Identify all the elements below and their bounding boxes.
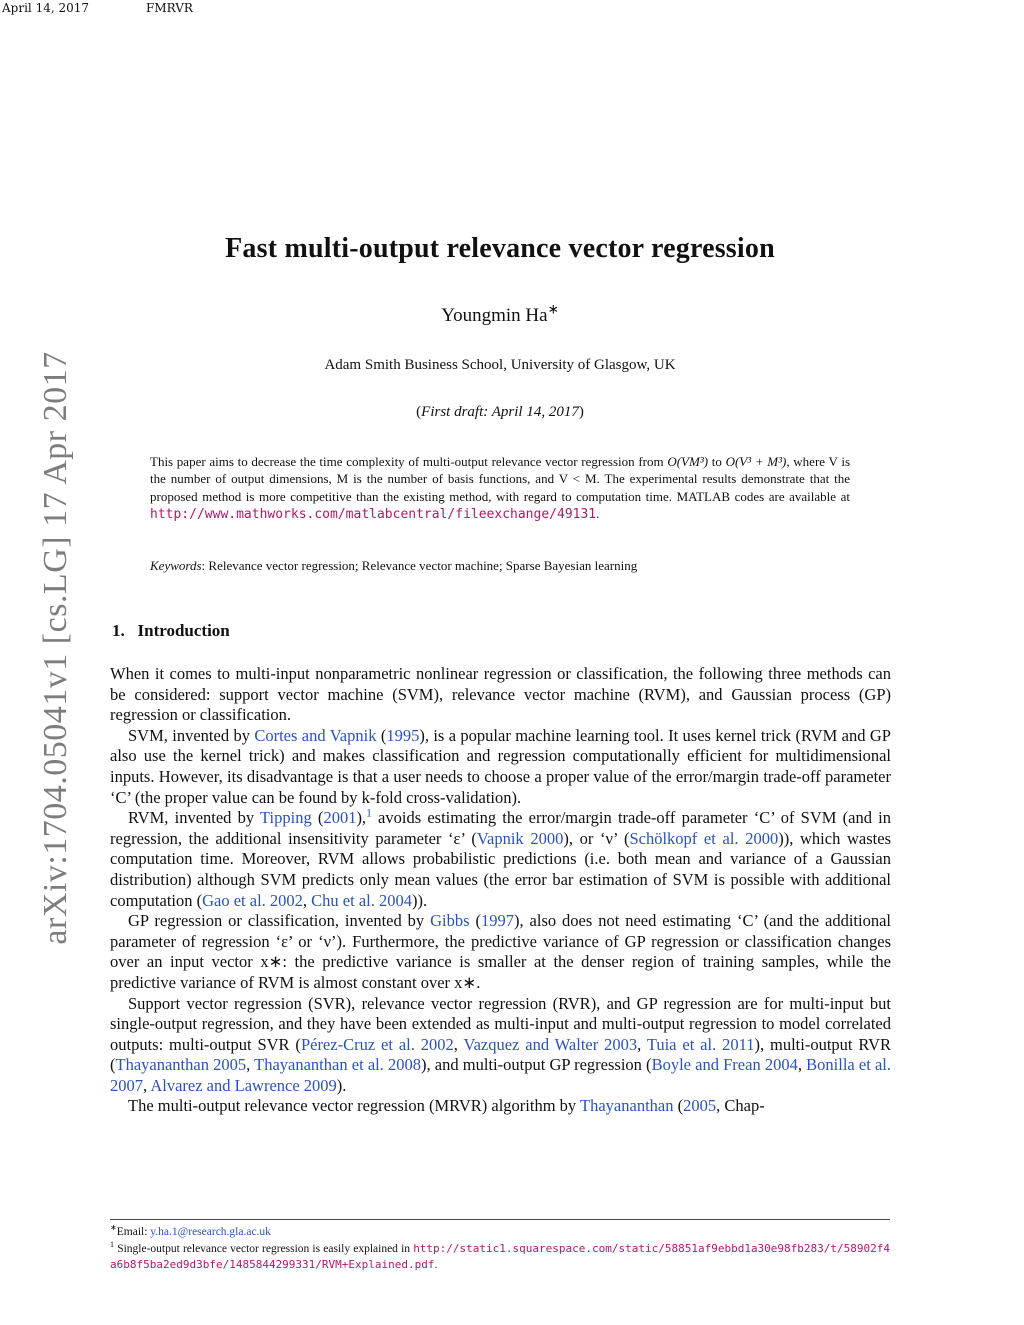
section-number: 1.: [112, 621, 125, 640]
cite-tipping[interactable]: Tipping: [260, 808, 312, 828]
abstract-text-c: , where V is the number of output dimensions, M is the number of basis functions, and V < M. The experimental results demonstrate that the proposed method is more competitive than the existing method, with regard to computation time. MATLAB codes are available at: [150, 454, 851, 504]
footnote-ref-1[interactable]: 1: [366, 807, 372, 820]
paragraph-5: Support vector regression (SVR), relevance vector regression (RVR), and GP regression are for multi-input but single-output regression, and they have been extended as multi-input and multi-output regression to model correlated outputs: multi-output SVR (Pérez-Cruz et al. 2002, Vazquez and Walter 2003, Tuia et al. 2011), multi-output RVR (Thayananthan 2005, Thayananthan et al. 2008), and multi-output GP regression (Boyle and Frean 2004, Bonilla et al. 2007, Alvarez and Lawrence 2009).: [110, 993, 892, 1095]
draft-note: (First draft: April 14, 2017): [416, 404, 584, 420]
cite-boyle-frean-2004[interactable]: Boyle and Frean 2004: [651, 1055, 798, 1075]
paragraph-3: RVM, invented by Tipping (2001),$^1$ avoids estimating the error/margin trade-off parameter ‘C’ of SVM (and in regression, the additional insensitivity parameter ‘ε’ (Vapnik 2000), or ‘ν’ (Schölkopf et al. 2000)), which wastes computation time. Moreover, RVM allows probabilistic predictions (i.e. both mean and variance of a Gaussian distribution) although SVM predicts only mean values (the error bar estimation of SVM is possible with additional computation (Gao et al. 2002, Chu et al. 2004)).: [110, 807, 891, 910]
email-link[interactable]: y.ha.1@research.gla.ac.uk: [150, 1226, 271, 1238]
cite-bonilla-2007[interactable]: Bonilla et al. 2007: [110, 1055, 892, 1095]
abstract: [150, 453, 850, 524]
header-short-title: FMRVR: [146, 1, 193, 15]
paragraph-4: GP regression or classification, invented by Gibbs (1997), also does not need estimating ‘C’ (and the additional parameter of regression ‘ε’ or ‘ν’). Furthermore, the predictive variance of GP regression or classification changes over an input vector x∗: the predictive variance is smaller at the denser region of training samples, while the predictive variance of RVM is almost constant over x∗.: [110, 911, 892, 992]
cite-tuia-2011[interactable]: Tuia et al. 2011: [646, 1034, 755, 1054]
footnote-1: [110, 1241, 890, 1273]
abstract-code-link[interactable]: http://www.mathworks.com/matlabcentral/fileexchange/49131: [150, 507, 597, 523]
p5-text-a: Support vector regression (SVR), relevance vector regression (RVR), and GP regression are for multi-input but single-output regression, and they have been extended as multi-input and multi-output regression to model correlated outputs: multi-output SVR (: [110, 993, 891, 1054]
p5-text-d: ).: [336, 1075, 347, 1095]
p4-text-a: GP regression or classification, invented by: [128, 911, 431, 931]
p3-text-e: )).: [412, 890, 428, 910]
p3-text-d: )), which wastes computation time. Moreover, RVM allows probabilistic predictions (i.e. both mean and variance of a Gaussian distribution) although SVM predicts only mean values (the error bar estimation of SVM is possible with additional computation (: [110, 828, 891, 910]
author-line: [110, 301, 890, 327]
p2-text-b: ), is a popular machine learning tool. It uses kernel trick (RVM and GP also use the kernel trick) and makes classification and regression computationally efficient for multidimensional inputs. However, its disadvantage is that a user needs to choose a proper value of the error/margin trade-off parameter ‘C’ (the proper value can be found by k-fold cross-validation).: [110, 725, 891, 807]
section-title: Introduction: [137, 621, 230, 640]
body-text: [110, 664, 891, 1117]
affiliation: Adam Smith Business School, University of Glasgow, UK: [324, 357, 676, 373]
footnote-1-link[interactable]: http://static1.squarespace.com/static/58851af9ebbd1a30e98fb283/t/58902f4a6b8f5ba2ed9d3bfe/1485844299331/RVM+Explained.pdf: [110, 1242, 891, 1271]
arxiv-stamp: arXiv:1704.05041v1 [cs.LG] 17 Apr 2017: [37, 351, 74, 945]
cite-thayananthan-2008[interactable]: Thayananthan et al. 2008: [254, 1055, 422, 1075]
footnote-1-end: .: [434, 1259, 438, 1271]
footnote-1-text: Single-output relevance vector regression is easily explained in: [117, 1243, 414, 1255]
abstract-text-a: This paper aims to decrease the time complexity of multi-output relevance vector regression from: [150, 454, 664, 469]
paragraph-6: The multi-output relevance vector regression (MRVR) algorithm by Thayananthan (2005, Chap-: [128, 1096, 765, 1116]
p2-text-a: SVM, invented by: [128, 725, 255, 745]
cite-thayananthan-year[interactable]: 2005: [683, 1096, 717, 1116]
abstract-complexity-from: O(VM³): [667, 454, 709, 469]
paragraph-2: SVM, invented by Cortes and Vapnik (1995), is a popular machine learning tool. It uses kernel trick (RVM and GP also use the kernel trick) and makes classification and regression computationally efficient for multidimensional inputs. However, its disadvantage is that a user needs to choose a proper value of the error/margin trade-off parameter ‘C’ (the proper value can be found by k-fold cross-validation).: [110, 725, 891, 807]
keywords-text: : Relevance vector regression; Relevance vector machine; Sparse Bayesian learning: [201, 558, 638, 573]
cite-gao-2002[interactable]: Gao et al. 2002: [202, 890, 303, 910]
cite-cortes-vapnik[interactable]: Cortes and Vapnik: [254, 725, 377, 745]
cite-gibbs-year[interactable]: 1997: [480, 911, 514, 931]
cite-vazquez-walter-2003[interactable]: Vazquez and Walter 2003: [463, 1034, 638, 1054]
cite-chu-2004[interactable]: Chu et al. 2004: [311, 890, 412, 910]
keywords-label: Keywords: [150, 558, 202, 573]
keywords: [150, 558, 850, 574]
p3-text-a: RVM, invented by: [128, 808, 261, 828]
cite-vapnik-2000[interactable]: Vapnik 2000: [476, 828, 564, 848]
p5-text-c: ), and multi-output GP regression (: [421, 1055, 652, 1075]
p3-text-c: ), or ‘ν’ (: [563, 828, 630, 848]
header-date: April 14, 2017: [2, 1, 90, 15]
p6-text-a: The multi-output relevance vector regression (MRVR) algorithm by: [128, 1096, 581, 1116]
section-heading: [112, 621, 230, 641]
p5-text-b: ), multi-output RVR (: [110, 1034, 892, 1075]
footnote-1-mark: 1: [110, 1240, 115, 1250]
abstract-end: .: [596, 506, 600, 522]
cite-alvarez-lawrence-2009[interactable]: Alvarez and Lawrence 2009: [150, 1075, 337, 1095]
footnote-rule: [110, 1219, 890, 1220]
author-name: Youngmin Ha: [441, 305, 548, 326]
cite-tipping-year[interactable]: 2001: [323, 808, 357, 828]
cite-thayananthan-2005[interactable]: Thayananthan 2005: [115, 1055, 247, 1075]
paper-title: Fast multi-output relevance vector regression: [225, 233, 775, 264]
author-mark: ∗: [547, 301, 559, 317]
cite-cortes-vapnik-year[interactable]: 1995: [386, 725, 420, 745]
p6-text-b: , Chap-: [716, 1096, 765, 1116]
paragraph-1: When it comes to multi-input nonparametric nonlinear regression or classification, the following three methods can be considered: support vector machine (SVM), relevance vector machine (RVM), and Gaussian process (GP) regression or classification.: [110, 664, 891, 725]
cite-gibbs[interactable]: Gibbs: [430, 911, 470, 931]
footnote-email: ∗Email: y.ha.1@research.gla.ac.uk: [110, 1223, 271, 1238]
cite-perez-cruz-2002[interactable]: Pérez-Cruz et al. 2002: [300, 1034, 454, 1054]
email-label: Email:: [116, 1226, 151, 1238]
abstract-complexity-to: O(V³ + M³): [725, 454, 787, 469]
cite-thayananthan[interactable]: Thayananthan: [580, 1096, 674, 1116]
cite-scholkopf-2000[interactable]: Schölkopf et al. 2000: [629, 828, 779, 848]
p4-text-b: ), also does not need estimating ‘C’ (and the additional parameter of regression ‘ε’ or ‘ν’). Furthermore, the predictive variance of GP regression or classification changes over an input vector x∗: the predictive variance is smaller at the denser region of training samples, while the predictive variance of RVM is almost constant over x∗.: [110, 911, 892, 992]
draft-note-text: First draft: April 14, 2017: [421, 404, 579, 420]
p3-text-b: avoids estimating the error/margin trade-off parameter ‘C’ of SVM (and in regression, the additional insensitivity parameter ‘ε’ (: [110, 808, 891, 848]
abstract-text-b: to: [711, 454, 722, 469]
